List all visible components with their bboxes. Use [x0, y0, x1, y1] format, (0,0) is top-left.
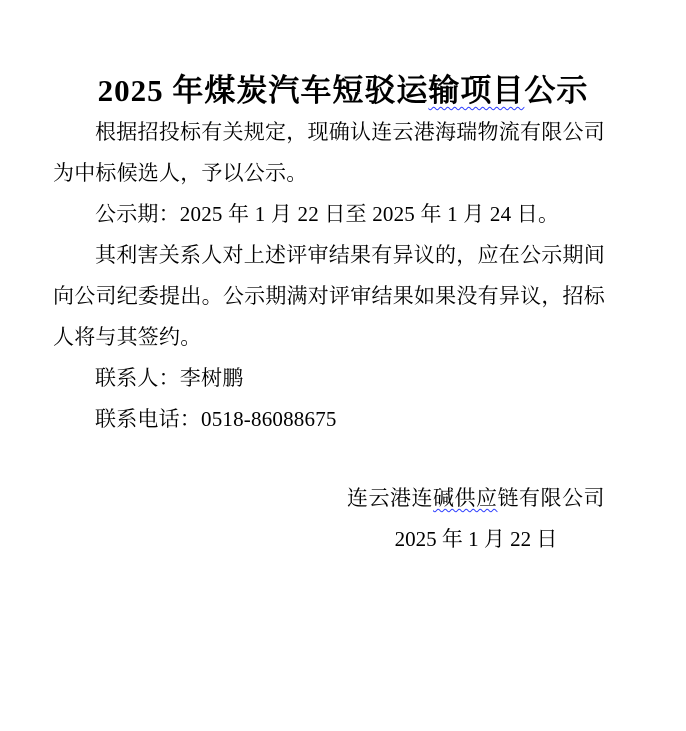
document-body: [53, 112, 605, 560]
company-name-pre: 连云港连: [347, 486, 433, 510]
signature-date-line: 2025 年 1 月 22 日: [394, 527, 558, 551]
paragraph-publicity-period: 公示期：2025 年 1 月 22 日至 2025 年 1 月 24 日。: [95, 202, 560, 226]
company-name-post: 链有限公司: [497, 486, 605, 510]
page-title: [0, 65, 686, 110]
title-text-post: 公示: [524, 72, 589, 108]
paragraph-objection: 其利害关系人对上述评审结果有异议的，应在公示期间向公司纪委提出。公示期满对评审结果如果没有异议，招标人将与其签约。: [53, 243, 605, 349]
title-spellcheck-flagged-text: 输项目: [428, 72, 525, 108]
contact-phone-line: 联系电话：0518-86088675: [95, 407, 337, 431]
signature-inner: [347, 478, 605, 560]
signature-block: [53, 478, 605, 560]
company-name-spellcheck-flagged-text: 碱供应: [433, 486, 498, 510]
contact-person-line: 联系人：李树鹏: [95, 366, 244, 390]
company-name-line: [347, 478, 605, 519]
paragraph-intro: 根据招投标有关规定，现确认连云港海瑞物流有限公司为中标候选人，予以公示。: [53, 120, 605, 185]
title-text-pre: 2025 年煤炭汽车短驳运: [97, 72, 429, 108]
